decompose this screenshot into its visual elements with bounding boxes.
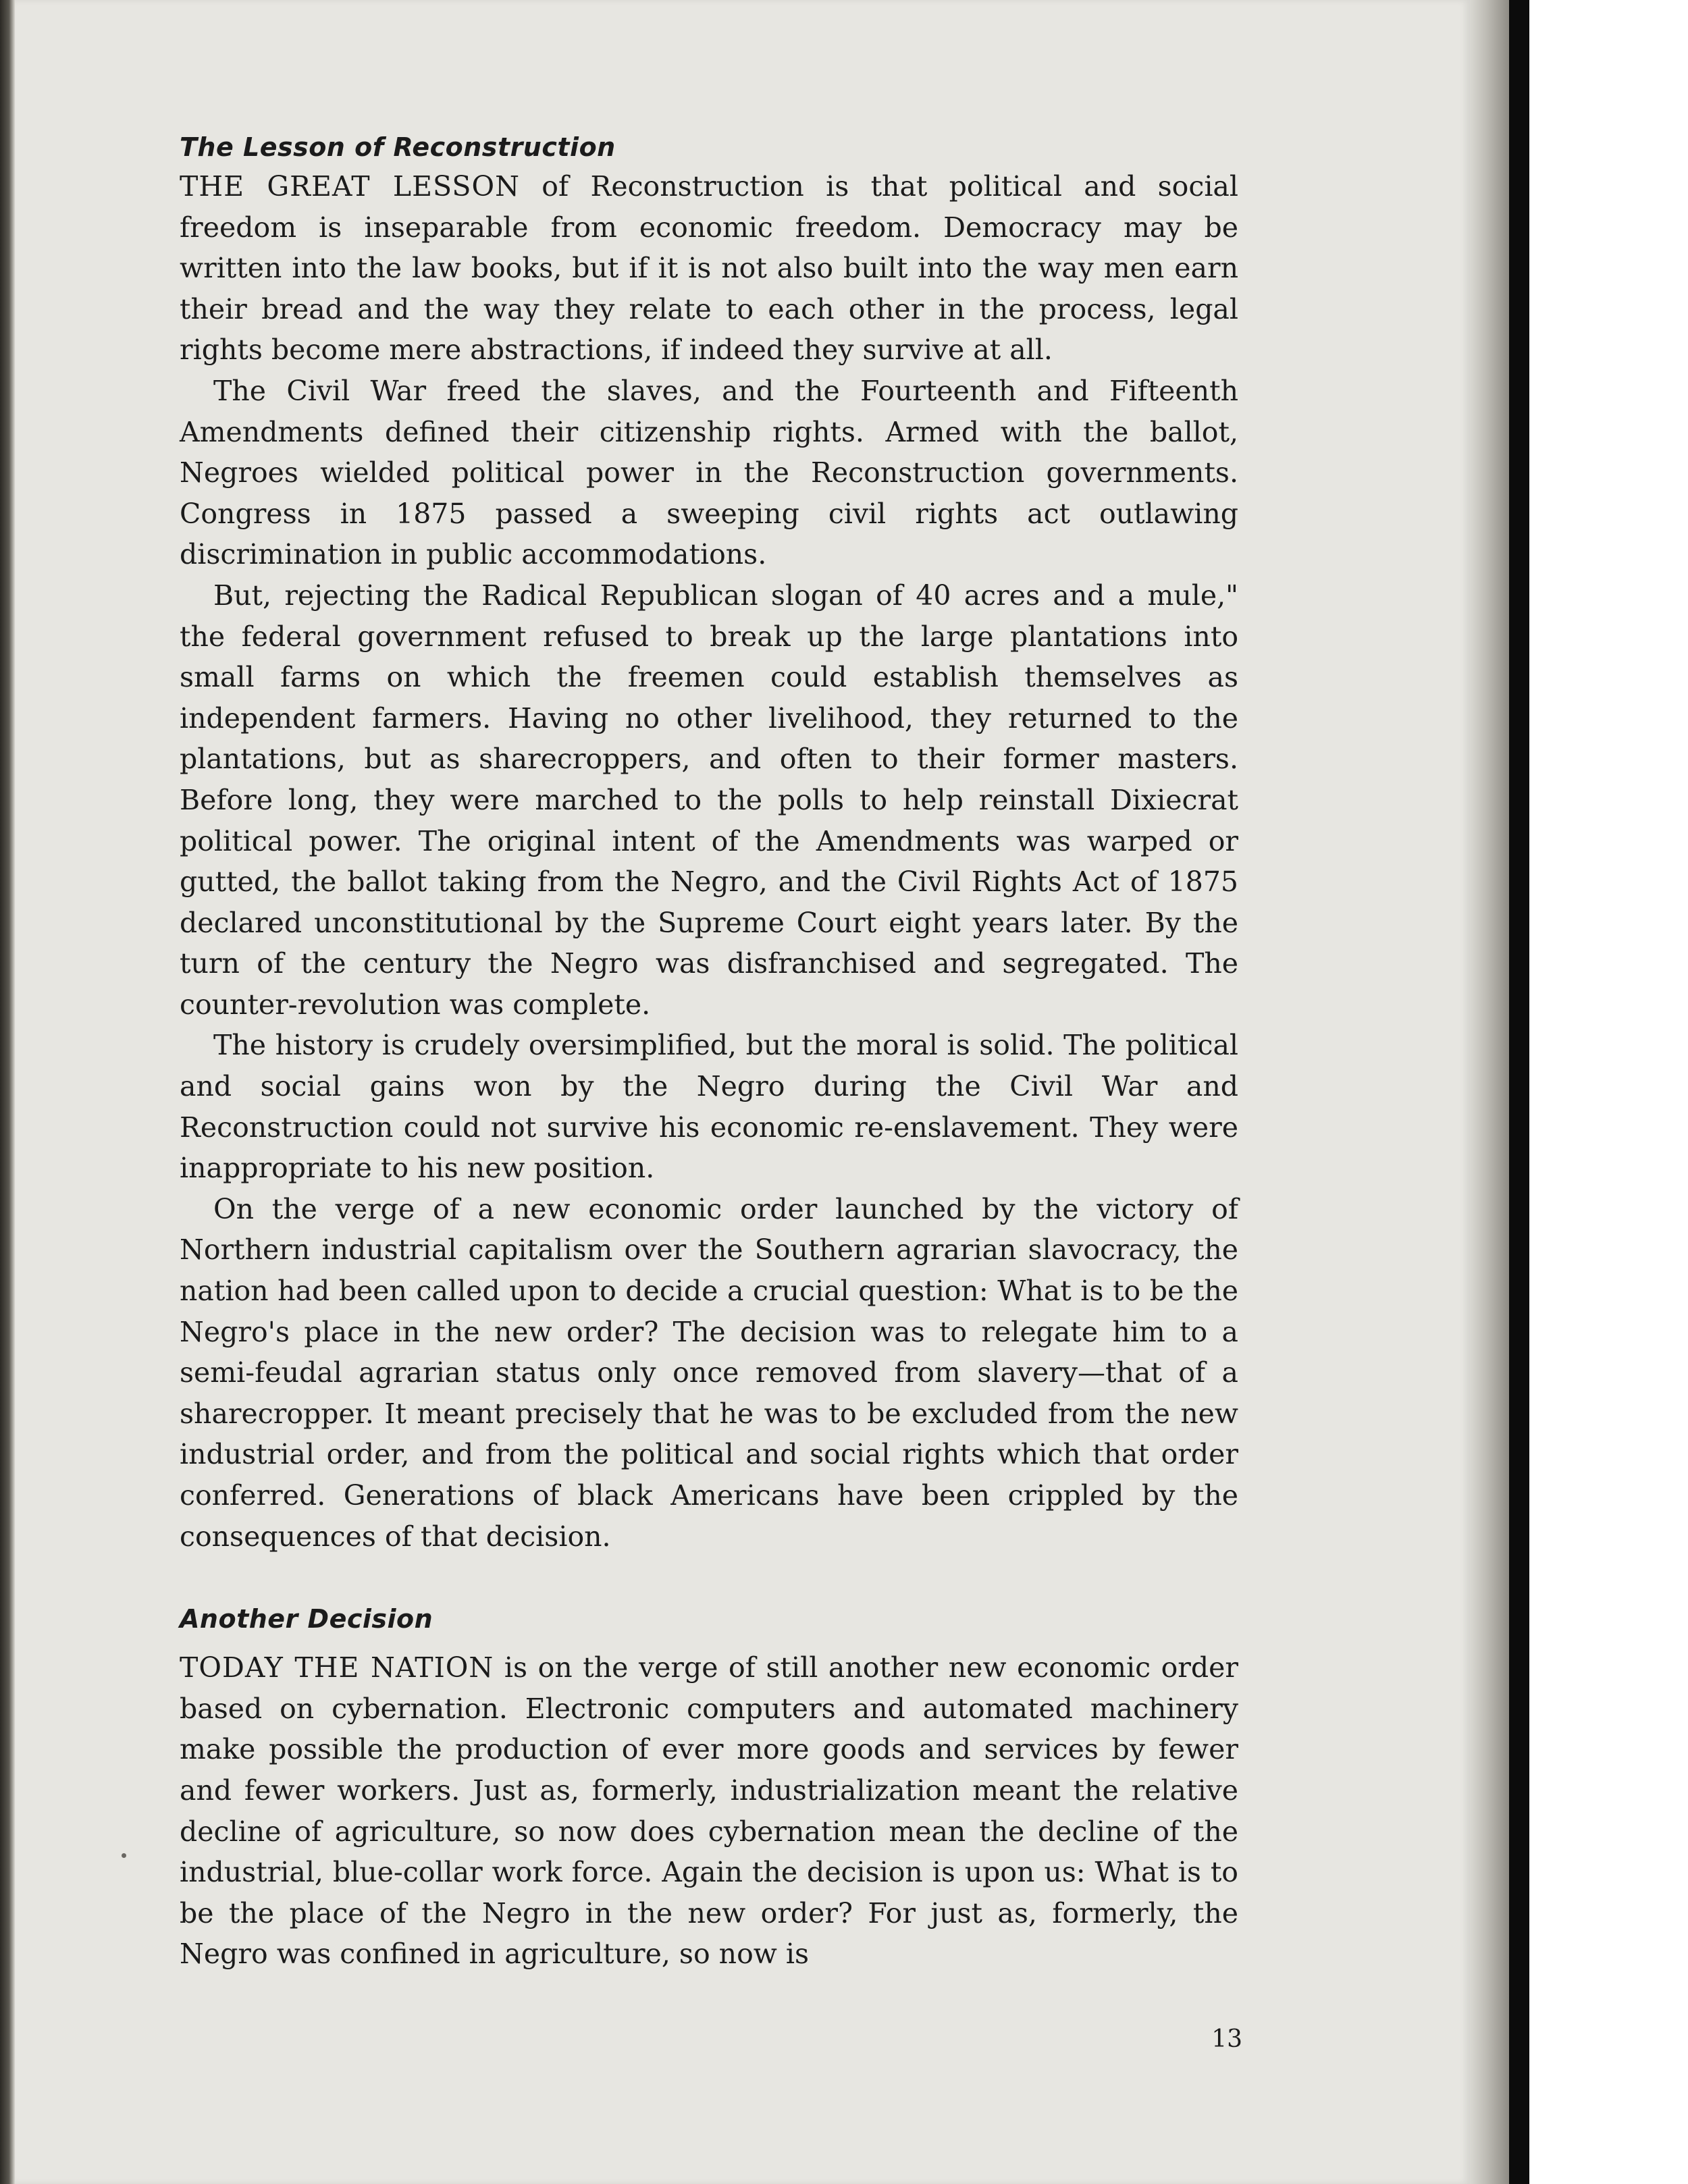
margin-speck — [122, 1853, 126, 1858]
scan-border — [1509, 0, 1529, 2184]
section-heading-reconstruction: The Lesson of Reconstruction — [180, 132, 616, 162]
paragraph — [180, 166, 1238, 371]
paragraph: The history is crudely oversimplified, but the moral is solid. The political and social gains won by the Negro during the Civil War and Reconstruction could not survive his economic re-enslavement. They were inappropriate to his new position. — [180, 1029, 1238, 1185]
paragraph-text: of Reconstruction is that political and social freedom is inseparable from economic freedom. Democracy may be written into the law books, but if it is not also built into the way men earn their bread and the way they relate to each other in the process, legal rights become mere abstractions, if indeed they survive at all. — [180, 170, 1238, 367]
paragraph: On the verge of a new economic order launched by the victory of Northern industrial capitalism over the Southern agrarian slavocracy, the nation had been called upon to decide a crucial question: What is to be the Negro's place in the new order? The decision was to relegate him to a semi-feudal agrarian status only once removed from slavery—that of a sharecropper. It meant precisely that he was to be excluded from the new industrial order, and from the political and social rights which that order conferred. Generations of black Americans have been crippled by the consequences of that decision. — [180, 1192, 1238, 1553]
page-number: 13 — [1211, 2025, 1242, 2053]
binding-shadow — [0, 0, 15, 2184]
section-heading-another-decision: Another Decision — [180, 1604, 433, 1634]
section-spacer — [180, 1557, 1238, 1600]
paragraph-lead: TODAY THE NATION — [180, 1651, 494, 1684]
paragraph: But, rejecting the Radical Republican slogan of 40 acres and a mule," the federal government refused to break up the large plantations into small farms on which the freemen could establish themselves as independent farmers. Having no other livelihood, they returned to the plantations, but as sharecroppers, and often to their former masters. Before long, they were marched to the polls to help reinstall Dixiecrat political power. The original intent of the Amendments was warped or gutted, the ballot taking from the Negro, and the Civil Rights Act of 1875 declared unconstitutional by the Supreme Court eight years later. By the turn of the century the Negro was disfranchised and segregated. The counter-revolution was complete. — [180, 579, 1238, 1021]
paragraph-text: is on the verge of still another new economic order based on cybernation. Electronic computers and automated machinery make possible the production of ever more goods and services by fewer and fewer workers. Just as, formerly, industrialization meant the relative decline of agriculture, so now does cybernation mean the decline of the industrial, blue-collar work force. Again the decision is upon us: What is to be the place of the Negro in the new order? For just as, formerly, the Negro was confined in agriculture, so now is — [180, 1651, 1238, 1971]
paragraph-lead: THE GREAT LESSON — [180, 170, 520, 203]
page-edge — [1470, 0, 1509, 2184]
page-text — [180, 128, 1238, 1975]
paragraph — [180, 1647, 1238, 1975]
paragraph: The Civil War freed the slaves, and the Fourteenth and Fifteenth Amendments defined their citizenship rights. Armed with the ballot, Negroes wielded political power in the Reconstruction governments. Congress in 1875 passed a sweeping civil rights act outlawing discrimination in public accommodations. — [180, 374, 1238, 571]
